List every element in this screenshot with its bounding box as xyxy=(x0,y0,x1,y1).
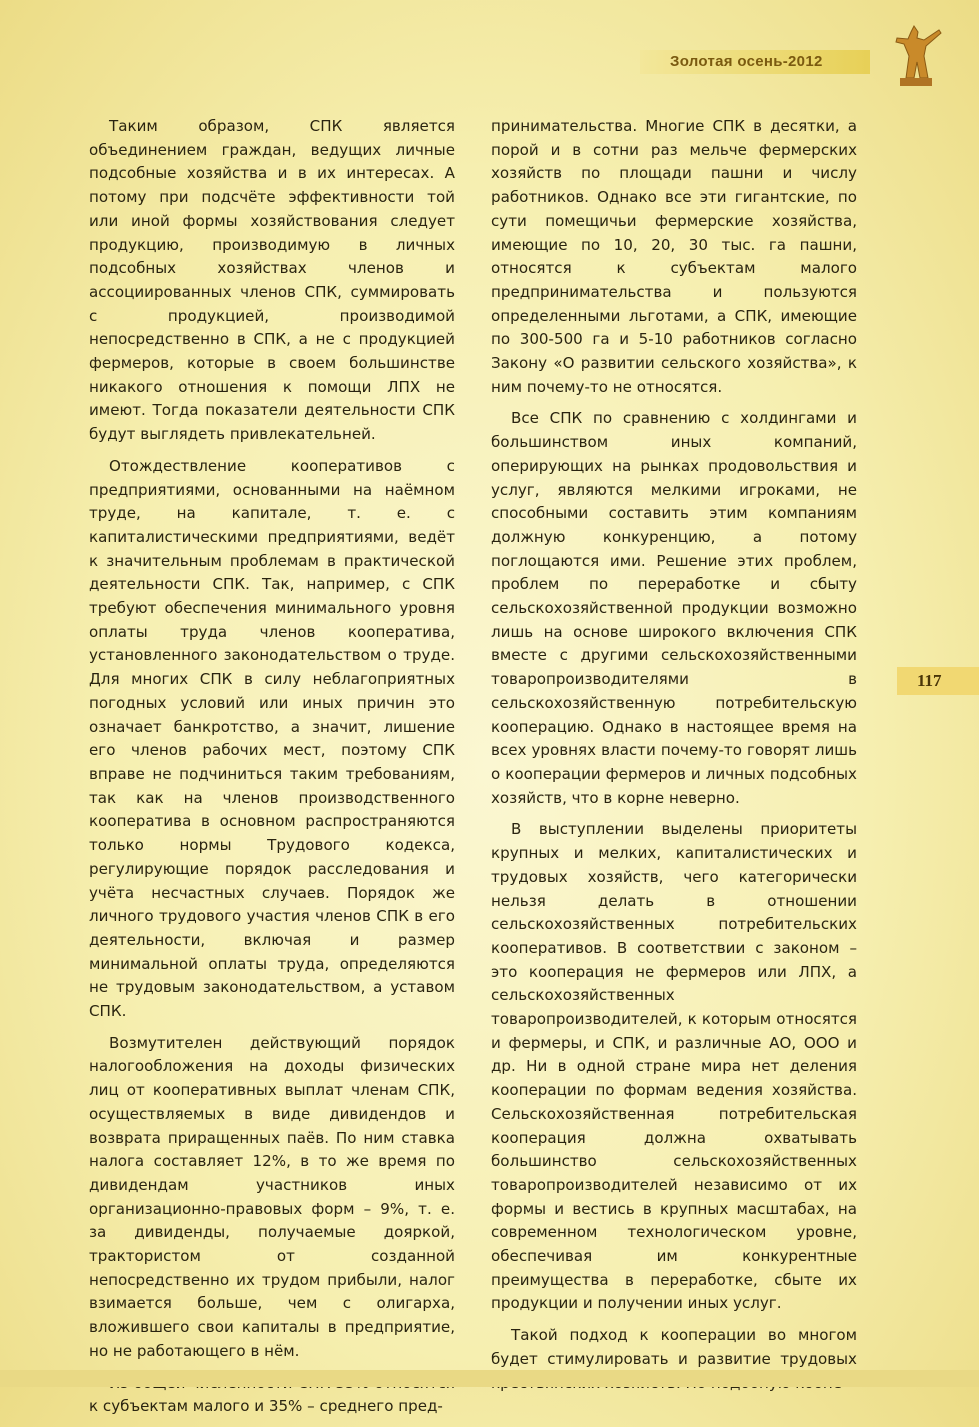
left-column xyxy=(89,115,455,1427)
paragraph: Такой подход к кооперации во многом будет стимулировать и развитие трудовых xyxy=(491,1326,857,1368)
page-number: 117 xyxy=(897,667,979,695)
paragraph: Таким образом, СПК является объединением граждан, ведущих личные подсобные хозяйства и в их интересах. А потому при подсчёте эффективности той или иной формы хозяйствования следует продукцию, производимую в личных подсобных хозяйствах членов и ассоциированных членов СПК, суммировать с продукцией, производимой непосредственно в СПК, а не с продукцией фермеров, которые в своем большинстве никакого отношения к помощи ЛПХ не имеют. Тогда показатели деятельности СПК будут выглядеть привлекательней. xyxy=(89,117,455,444)
paragraph: к субъектам малого и 35% – среднего пред- xyxy=(89,1397,443,1416)
paragraph: В выступлении выделены приоритеты крупных и мелких, капиталистических и трудовых хозяйств, чего категорически нельзя делать в отношении сельскохозяйственных потребительских кооперативов. В соответствии с законом – это кооперация не фермеров или ЛПХ, а сельскохозяйственных товаропроизводителей, к которым относятся и фермеры, и СПК, и различные АО, ООО и др. Ни в одной стране мира нет деления кооперации по формам ведения хозяйства. Сельскохозяйственная потребительская кооперация должна охватывать большинство сельскохозяйственных товаропроизводителей независимо от их формы и вестись в крупных масштабах, на современном технологическом уровне, обеспечивая им конкурентные преимущества в переработке, сбыте их продукции и получении иных услуг. xyxy=(491,820,857,1313)
paragraph: Отождествление кооперативов с предприятиями, основанными на наёмном труде, на капитале, т. е. с капиталистическими предприятиями, ведёт к значительным проблемам в практической деятельности СПК. Так, например, с СПК требуют обеспечения минимального уровня оплаты труда членов кооператива, установленного законодательством о труде. Для многих СПК в силу неблагоприятных погодных условий или иных причин это означает банкротство, а значит, лишение его членов рабочих мест, поэтому СПК вправе не подчиниться таким требованиям, так как на членов производственного кооператива в основном распространяются только нормы Трудового кодекса, регулирующие порядок расследования и учёта несчастных случаев. Порядок же личного трудового участия членов СПК в его деятельности, включая и размер минимальной оплаты труда, определяются не трудовым законодательством, а уставом СПК. xyxy=(89,456,455,1021)
running-header-title: Золотая осень-2012 xyxy=(670,53,823,70)
right-column xyxy=(491,115,857,1403)
paragraph: принимательства. Многие СПК в десятки, а порой и в сотни раз мельче фермерских хозяйств по площади пашни и числу работников. Однако все эти гигантские, по сути помещичьи фермерские хозяйства, имеющие по 10, 20, 30 тыс. га пашни, относятся к субъектам малого предпринимательства и пользуются определенными льготами, а СПК, имеющие по 300-500 га и 5-10 работников согласно Закону «О развитии сельского хозяйства», к ним почему-то не относятся. xyxy=(491,117,857,396)
bottom-decor-strip xyxy=(0,1370,979,1387)
paragraph: Возмутителен действующий порядок налогообложения на доходы физических лиц от кооперативных выплат членам СПК, осуществляемых в виде дивидендов и возврата приращенных паёв. По ним ставка налога составляет 12%, в то же время по дивидендам участников иных организационно-правовых форм – 9%, т. е. за дивиденды, получаемые дояркой, трактористом от созданной непосредственно их трудом прибыли, налог взимается больше, чем с олигарха, вложившего свои капиталы в предприятие, но не работающего в нём. xyxy=(89,1033,455,1360)
paragraph: Все СПК по сравнению с холдингами и большинством иных компаний, оперирующих на рынках продовольствия и услуг, являются мелкими игроками, не способными составить этим компаниям должную конкуренцию, а потому поглощаются ими. Решение этих проблем, проблем по переработке и сбыту сельскохозяйственной продукции возможно лишь на основе широкого включения СПК вместе с другими сельскохозяйственными товаропроизводителями в сельскохозяйственную потребительскую кооперацию. Однако в настоящее время на всех уровнях власти почему-то говорят лишь о кооперации фермеров и личных подсобных хозяйств, что в корне неверно. xyxy=(491,409,857,807)
statue-icon xyxy=(884,22,944,88)
